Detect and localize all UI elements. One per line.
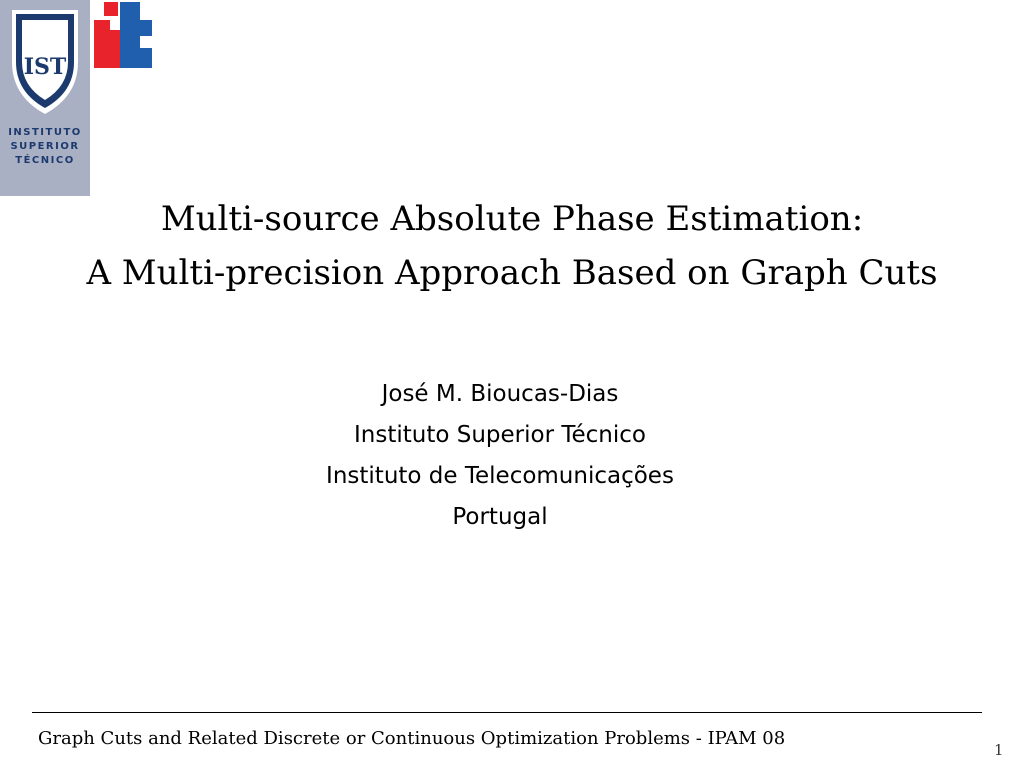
author-country: Portugal — [452, 504, 548, 530]
author-affiliation: Instituto Superior Técnico — [354, 422, 646, 448]
ist-shield-icon — [0, 0, 90, 126]
author-block — [0, 374, 1000, 538]
footer-divider — [32, 712, 982, 713]
svg-text:IST: IST — [23, 54, 67, 80]
author-name: José M. Bioucas-Dias — [381, 381, 619, 407]
ist-logo — [0, 0, 90, 196]
ist-logo-line: SUPERIOR — [10, 141, 80, 152]
it-logo-icon — [92, 2, 152, 70]
author-affiliation: Instituto de Telecomunicações — [326, 463, 674, 489]
title-line-2: A Multi-precision Approach Based on Graph Cuts — [86, 253, 938, 293]
footer-text: Graph Cuts and Related Discrete or Continuous Optimization Problems - IPAM 08 — [38, 728, 786, 749]
page-number: 1 — [994, 741, 1004, 759]
ist-logo-line: TÉCNICO — [15, 155, 75, 166]
slide-title — [0, 192, 1024, 300]
ist-logo-line: INSTITUTO — [8, 127, 82, 138]
ist-logo-text — [0, 126, 90, 168]
title-line-1: Multi-source Absolute Phase Estimation: — [160, 199, 864, 239]
